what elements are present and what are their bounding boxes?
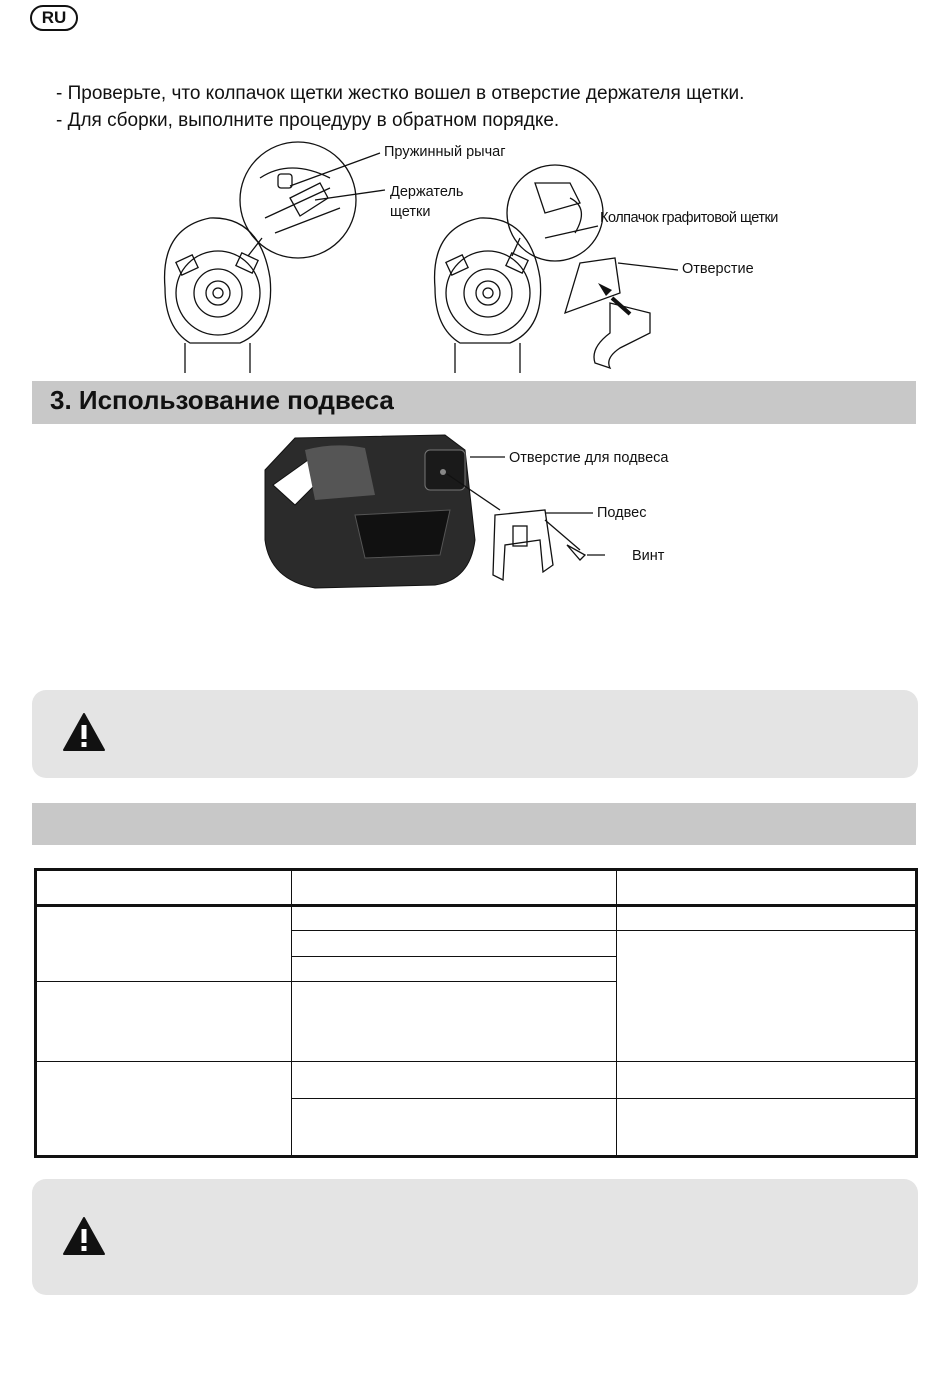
instruction-item: - Проверьте, что колпачок щетки жестко вошел в отверстие держателя щетки. — [56, 83, 745, 104]
warning-icon — [62, 1216, 106, 1256]
instruction-item: - Для сборки, выполните процедуру в обратном порядке. — [56, 110, 560, 131]
label-brush-holder-line1: Держатель — [390, 184, 464, 200]
label-brush-cap: Колпачок графитовой щетки — [600, 210, 778, 226]
table-header-row — [36, 870, 917, 906]
language-badge: RU — [30, 5, 78, 31]
troubleshooting-table — [34, 868, 918, 1158]
brush-holder-illustration — [150, 138, 800, 378]
table-cell — [617, 906, 917, 931]
warning-icon — [62, 712, 106, 752]
table-cell — [36, 981, 292, 1062]
table-cell — [36, 906, 292, 982]
table-cell — [292, 981, 617, 1062]
table-row — [36, 1062, 917, 1098]
warning-box — [32, 1179, 918, 1295]
label-hanger: Подвес — [597, 505, 647, 521]
table-cell — [36, 1062, 292, 1157]
table-cell — [292, 956, 617, 981]
table-header-cell — [617, 870, 917, 906]
table-cell — [617, 931, 917, 1062]
table-cell — [292, 906, 617, 931]
instructions-list — [56, 80, 744, 134]
table-cell — [292, 931, 617, 956]
table-header-cell — [36, 870, 292, 906]
warning-box — [32, 690, 918, 778]
label-hole: Отверстие — [682, 261, 754, 277]
label-hanger-hole: Отверстие для подвеса — [509, 450, 669, 466]
table-cell — [292, 1062, 617, 1098]
section-4-bar — [32, 803, 916, 845]
table-cell — [292, 1098, 617, 1156]
label-spring-lever: Пружинный рычаг — [384, 144, 506, 160]
table-cell — [617, 1098, 917, 1156]
table-header-cell — [292, 870, 617, 906]
section-3-title: 3. Использование подвеса — [50, 385, 394, 415]
table-cell — [617, 1062, 917, 1098]
label-screw: Винт — [632, 548, 665, 564]
table-row — [36, 906, 917, 931]
label-brush-holder-line2: щетки — [390, 204, 431, 220]
